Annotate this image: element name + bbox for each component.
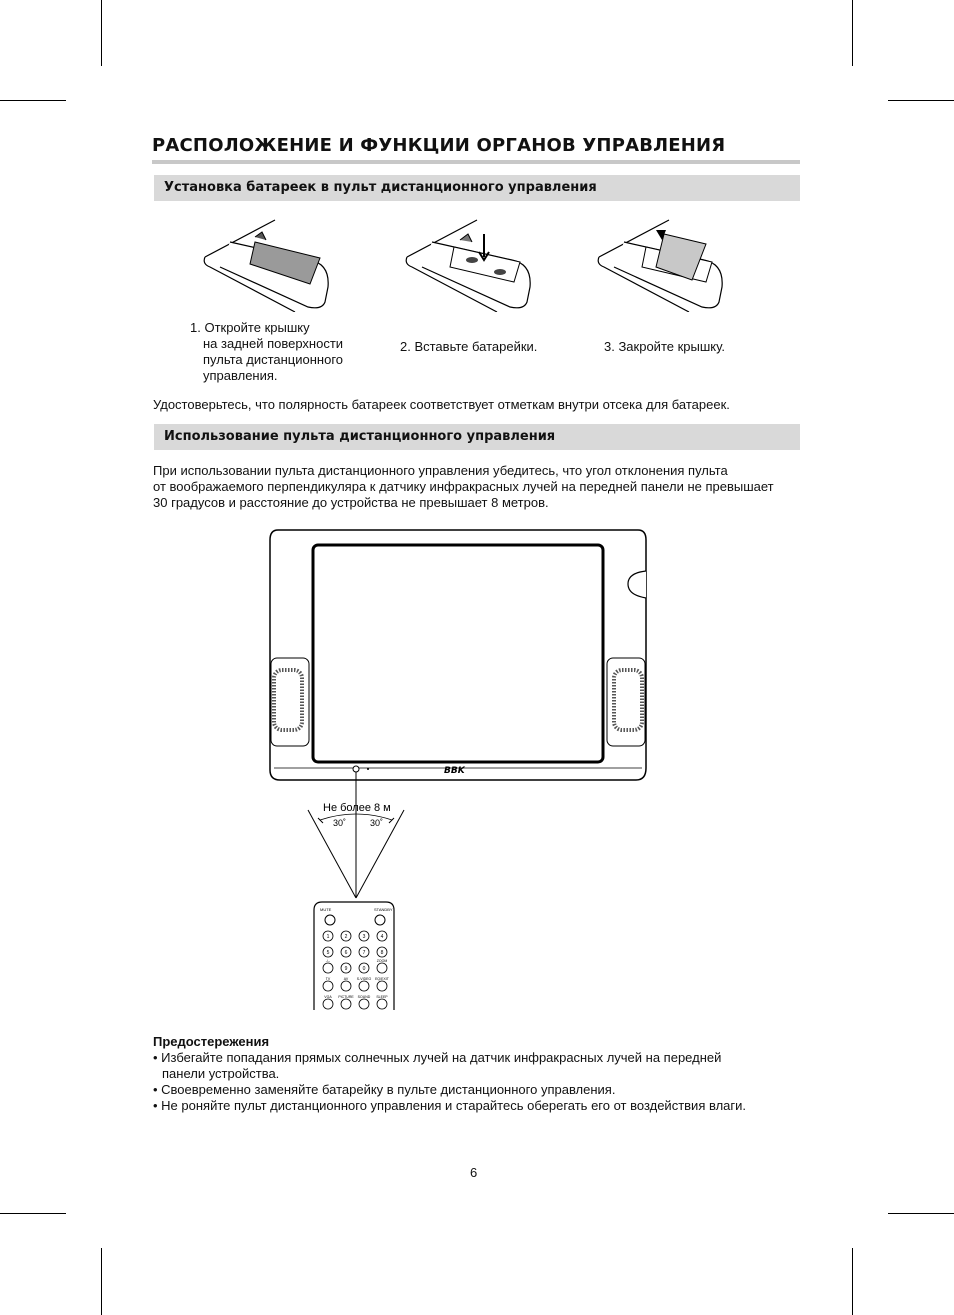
crop-mark — [852, 0, 853, 66]
digit-9: 9 — [344, 966, 348, 972]
crop-mark — [101, 1248, 102, 1315]
tv-label: TV — [325, 977, 331, 981]
crop-mark — [888, 100, 954, 101]
usage-paragraph-line-3: 30 градусов и расстояние до устройства не превышает 8 метров. — [153, 495, 549, 510]
remote-close-cover-illustration — [594, 212, 734, 312]
left-speaker-icon — [271, 658, 309, 746]
sound-label: SOUND — [357, 995, 371, 999]
digit-2: 2 — [344, 934, 348, 940]
crop-mark — [888, 1213, 954, 1214]
svideo-label: S-VIDEO — [356, 977, 372, 981]
distance-label: Не более 8 м — [323, 802, 391, 814]
step-1-line-4: управления. — [203, 368, 278, 383]
precautions-heading: Предостережения — [153, 1034, 270, 1049]
step-2-text: 2. Вставьте батарейки. — [400, 339, 538, 354]
av-label: AV — [343, 977, 349, 981]
angle-left-label: 30˚ — [333, 818, 347, 828]
vga-label: VGA — [324, 995, 332, 999]
sleep-label: SLEEP — [376, 995, 388, 999]
digit-8: 8 — [380, 950, 384, 956]
zoom-label: ZOOM — [376, 959, 388, 963]
digit-6: 6 — [344, 950, 348, 956]
step-1-line-1: 1. Откройте крышку — [190, 320, 310, 335]
step-1-line-3: пульта дистанционного — [203, 352, 344, 367]
section-heading-battery: Установка батареек в пульт дистанционного управления — [154, 175, 800, 201]
polarity-note: Удостоверьтесь, что полярность батареек соответствует отметкам внутри отсека для батареек. — [153, 397, 730, 412]
digit-1: 1 — [326, 934, 330, 940]
remote-control-illustration — [314, 902, 394, 1010]
crop-mark — [101, 0, 102, 66]
page-number: 6 — [470, 1165, 478, 1180]
eqexit-label: EQ/EXIT — [375, 977, 389, 981]
precaution-item: • Своевременно заменяйте батарейку в пульте дистанционного управления. — [153, 1082, 616, 1097]
remote-range-diagram — [268, 528, 658, 1013]
crop-mark — [0, 1213, 66, 1214]
usage-paragraph-line-1: При использовании пульта дистанционного управления убедитесь, что угол отклонения пульта — [153, 463, 728, 478]
digit-5: 5 — [326, 950, 330, 956]
remote-insert-batteries-illustration — [402, 212, 542, 312]
angle-right-label: 30˚ — [370, 818, 384, 828]
digit-3: 3 — [362, 934, 366, 940]
crop-mark — [0, 100, 66, 101]
usage-paragraph-line-2: от воображаемого перпендикуляра к датчику инфракрасных лучей на передней панели не превышает — [153, 479, 774, 494]
digit-0: 0 — [362, 966, 366, 972]
picture-label: PICTURE — [338, 995, 354, 999]
right-speaker-icon — [607, 658, 645, 746]
dash-label: -/-- — [325, 959, 331, 963]
remote-open-cover-illustration — [200, 212, 340, 312]
step-1-line-2: на задней поверхности — [203, 336, 344, 351]
precaution-item-continuation: панели устройства. — [162, 1066, 280, 1081]
crop-mark — [852, 1248, 853, 1315]
standby-label: STANDBY — [374, 907, 393, 912]
precaution-item: • Избегайте попадания прямых солнечных лучей на датчик инфракрасных лучей на передней — [153, 1050, 722, 1065]
step-3-text: 3. Закройте крышку. — [604, 339, 725, 354]
brand-logo: BBK — [444, 766, 465, 776]
digit-4: 4 — [380, 934, 384, 940]
mute-label: MUTE — [320, 907, 332, 912]
precaution-item: • Не роняйте пульт дистанционного управления и старайтесь оберегать его от воздействия влаги. — [153, 1098, 747, 1113]
page-title: РАСПОЛОЖЕНИЕ И ФУНКЦИИ ОРГАНОВ УПРАВЛЕНИЯ — [152, 135, 800, 164]
section-heading-remote-use: Использование пульта дистанционного управления — [154, 424, 800, 450]
digit-7: 7 — [362, 950, 366, 956]
